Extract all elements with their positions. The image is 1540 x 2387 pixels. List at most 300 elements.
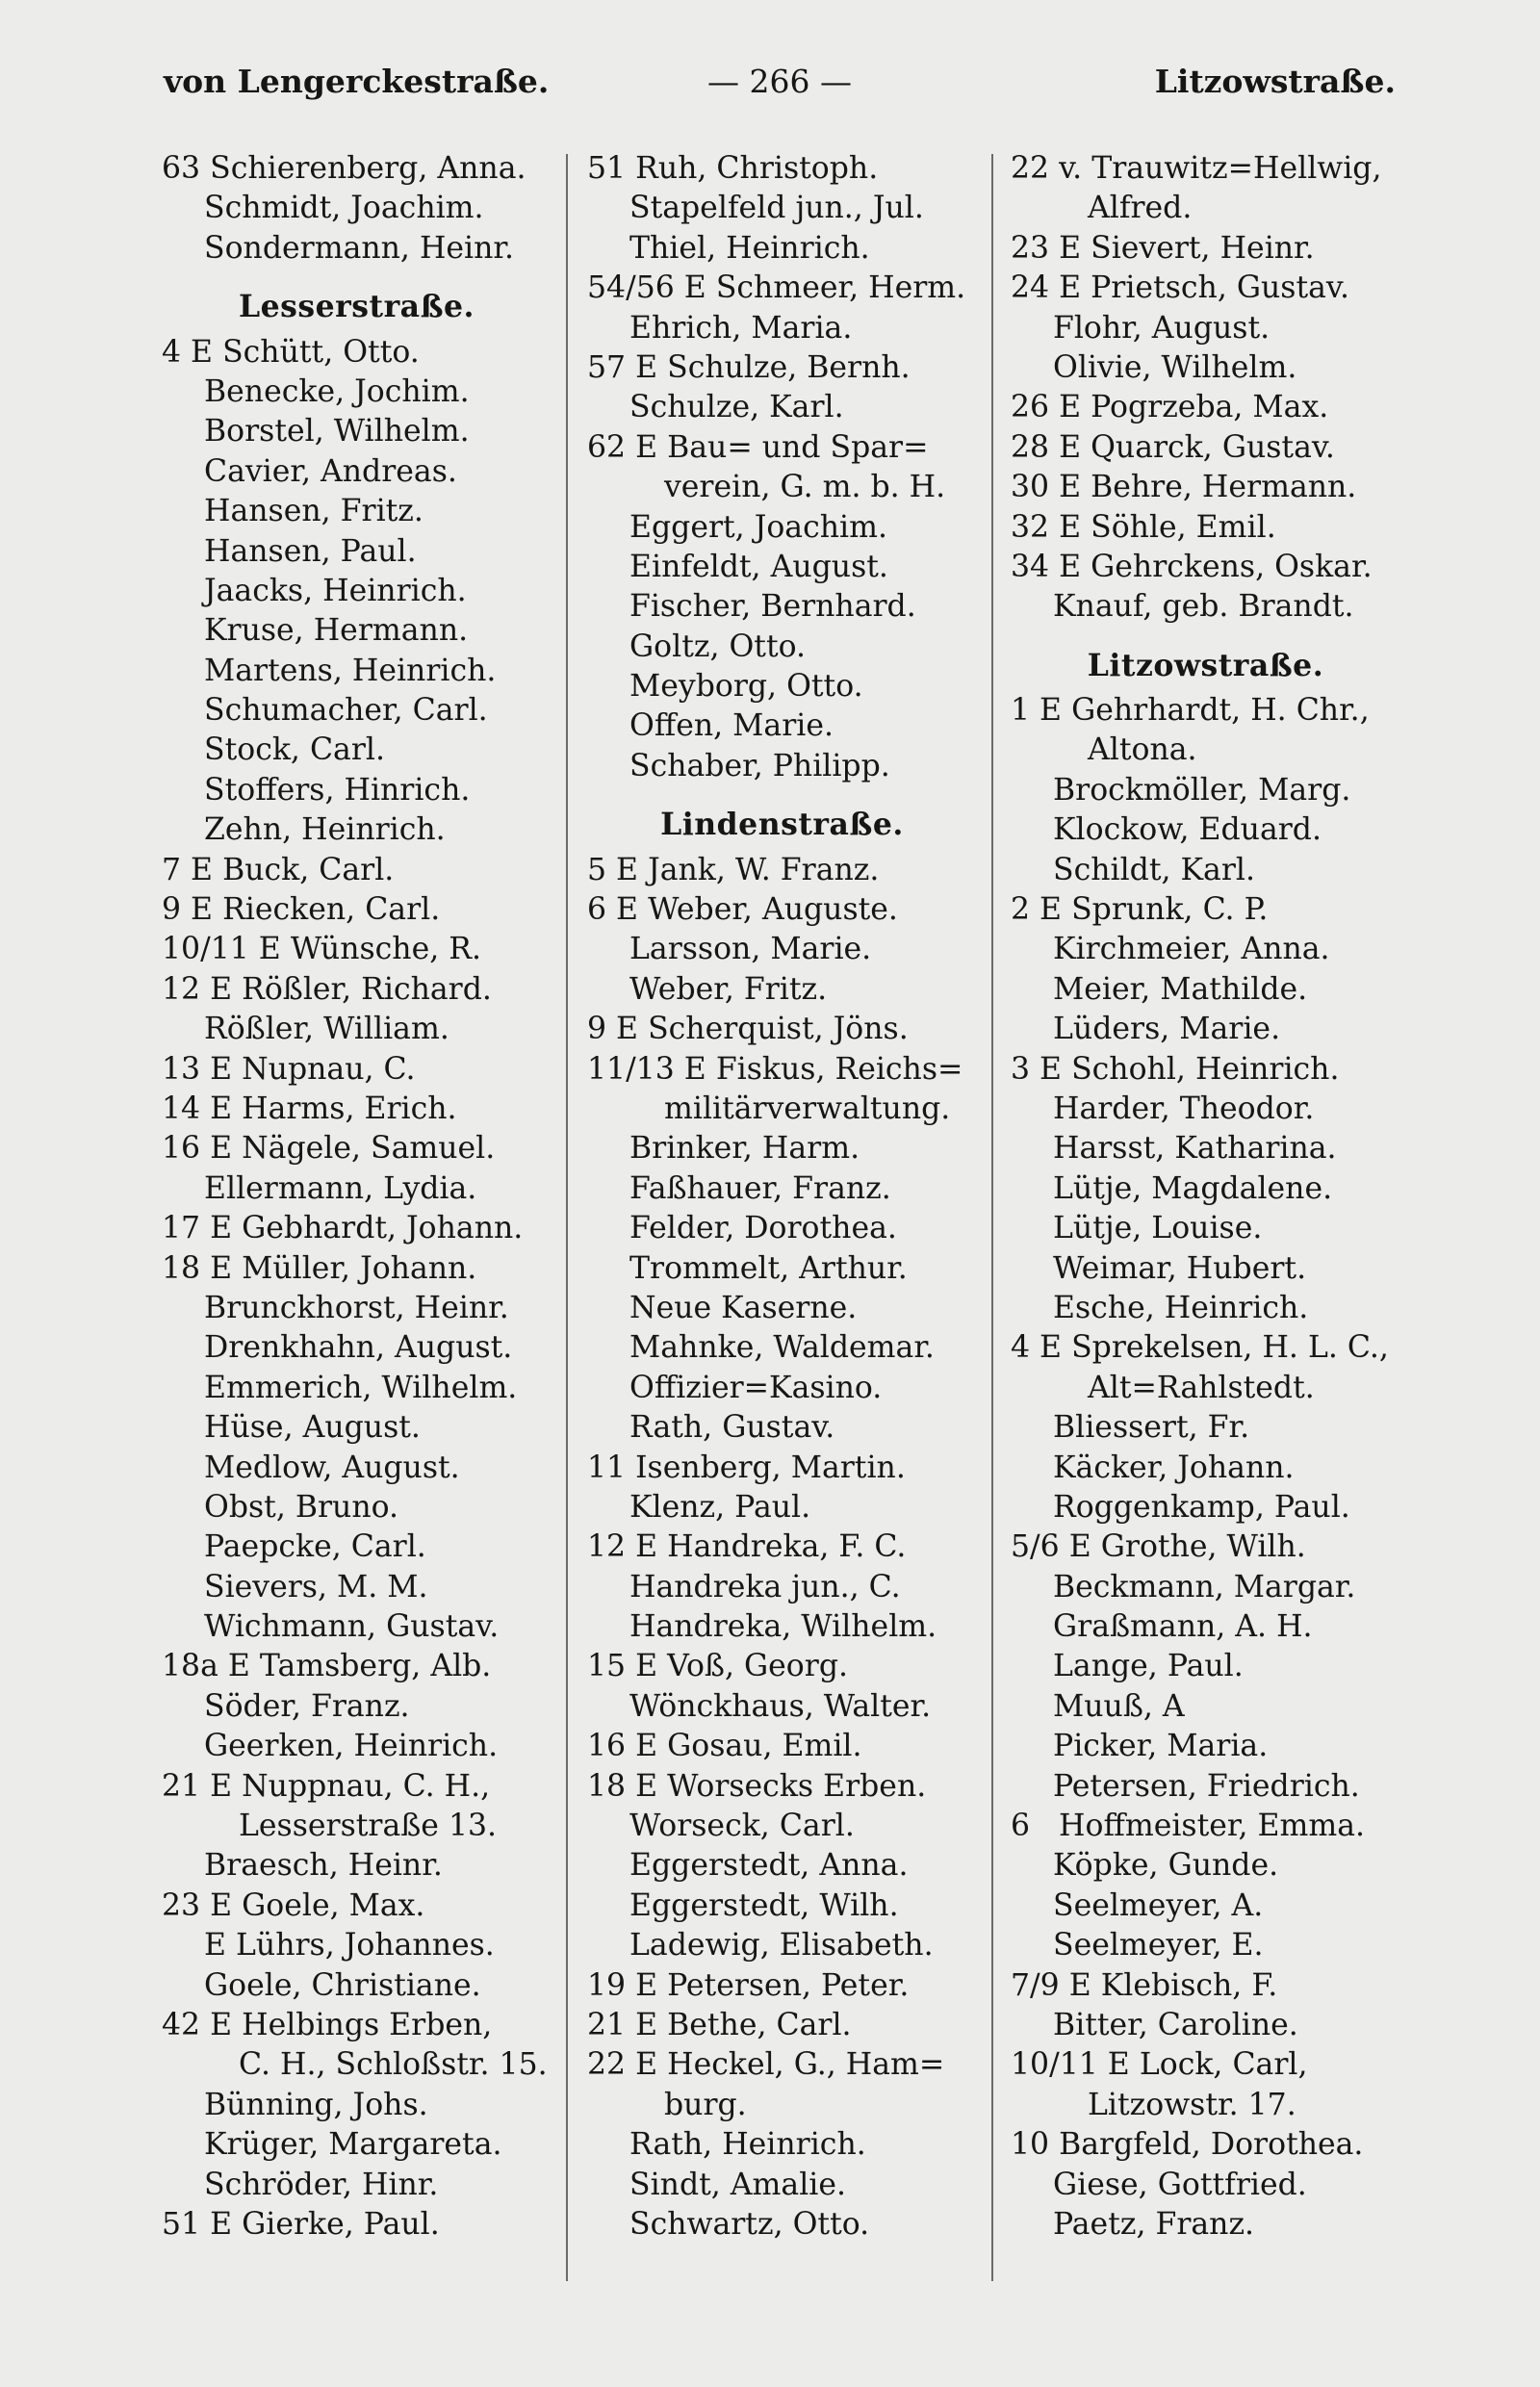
house-number: 10	[1011, 2127, 1050, 2163]
house-number: 4 E	[1011, 1330, 1063, 1366]
directory-entry	[1011, 1568, 1400, 1607]
house-number: 12 E	[587, 1529, 658, 1565]
resident-name: Riecken, Carl.	[222, 892, 441, 928]
directory-entry	[587, 1926, 977, 1965]
resident-name: Voß, Georg.	[667, 1649, 849, 1684]
resident-name: Tamsberg, Alb.	[259, 1649, 492, 1684]
directory-entry	[587, 468, 977, 507]
directory-entry	[587, 1209, 977, 1248]
resident-name: Lütje, Louise.	[1053, 1211, 1263, 1246]
directory-entry	[162, 2125, 552, 2165]
resident-name: Hüse, August.	[204, 1410, 421, 1446]
directory-entry	[162, 1249, 552, 1289]
resident-name: Eggerstedt, Anna.	[629, 1848, 909, 1884]
resident-name: Paetz, Franz.	[1053, 2206, 1255, 2242]
house-number: 10/11 E	[1011, 2047, 1130, 2083]
directory-entry	[587, 428, 977, 468]
house-number: 57 E	[587, 349, 658, 385]
resident-name: Bünning, Johs.	[204, 2087, 428, 2122]
directory-entry	[1011, 1527, 1400, 1567]
directory-entry	[162, 333, 552, 372]
directory-entry	[1011, 1408, 1400, 1448]
resident-name: Ladewig, Elisabeth.	[629, 1928, 934, 1964]
directory-entry	[1011, 1249, 1400, 1289]
resident-name: Brinker, Harm.	[629, 1131, 860, 1167]
resident-name: Weber, Fritz.	[629, 971, 828, 1007]
directory-entry	[1011, 1369, 1400, 1408]
directory-entry	[162, 1926, 552, 1965]
house-number: 12 E	[162, 971, 233, 1007]
house-number: 2 E	[1011, 892, 1063, 928]
directory-entry	[587, 309, 977, 348]
resident-name: Zehn, Heinrich.	[204, 812, 446, 848]
directory-entry	[1011, 1488, 1400, 1527]
directory-entry	[1011, 691, 1400, 731]
resident-name: Felder, Dorothea.	[629, 1211, 897, 1246]
directory-entry	[587, 1687, 977, 1727]
directory-entry	[1011, 851, 1400, 890]
resident-name: Flohr, August.	[1053, 310, 1270, 346]
resident-name: Lange, Paul.	[1053, 1649, 1244, 1684]
directory-entry	[162, 2086, 552, 2125]
resident-name: Harsst, Katharina.	[1053, 1131, 1337, 1167]
resident-name: Goltz, Otto.	[629, 629, 807, 664]
resident-name: Sievers, M. M.	[204, 1569, 428, 1604]
resident-name: Fischer, Bernhard.	[629, 589, 916, 625]
directory-entry	[1011, 1129, 1400, 1168]
directory-entry	[162, 1449, 552, 1488]
directory-entry	[162, 1568, 552, 1607]
resident-name: Söder, Franz.	[204, 1688, 410, 1724]
resident-name: Schumacher, Carl.	[204, 693, 488, 729]
resident-name: Braesch, Heinr.	[204, 1848, 443, 1884]
directory-entry	[587, 189, 977, 228]
resident-name: Picker, Maria.	[1053, 1729, 1269, 1764]
directory-entry	[1011, 1966, 1400, 2006]
resident-name: Cavier, Andreas.	[204, 453, 457, 489]
resident-name: Muuß, A	[1053, 1688, 1185, 1724]
resident-name: Bliessert, Fr.	[1053, 1410, 1250, 1446]
directory-entry	[162, 2045, 552, 2085]
resident-name: Alfred.	[1088, 191, 1193, 226]
directory-entry	[1011, 1926, 1400, 1965]
house-number: 30 E	[1011, 470, 1082, 505]
house-number: 17 E	[162, 1211, 233, 1246]
directory-entry	[587, 2205, 977, 2245]
directory-entry	[1011, 2006, 1400, 2045]
directory-entry	[162, 1209, 552, 1248]
directory-entry	[162, 372, 552, 412]
directory-entry	[587, 508, 977, 548]
resident-name: Harder, Theodor.	[1053, 1091, 1315, 1126]
resident-name: Brunckhorst, Heinr.	[204, 1290, 509, 1325]
resident-name: Hoffmeister, Emma.	[1059, 1809, 1366, 1844]
house-number: 21 E	[162, 1768, 233, 1804]
resident-name: Martens, Heinrich.	[204, 653, 497, 688]
resident-name: Lüders, Marie.	[1053, 1012, 1281, 1047]
house-number: 4 E	[162, 334, 214, 370]
house-number: 9 E	[162, 892, 214, 928]
resident-name: Schaber, Philipp.	[629, 748, 890, 783]
directory-entry	[1011, 970, 1400, 1010]
resident-name: Gosau, Emil.	[667, 1729, 862, 1764]
directory-entry	[162, 149, 552, 189]
directory-entry	[1011, 771, 1400, 810]
directory-entry	[1011, 1807, 1400, 1846]
resident-name: Stapelfeld jun., Jul.	[629, 191, 924, 226]
directory-entry	[1011, 428, 1400, 468]
resident-name: Eggerstedt, Wilh.	[629, 1887, 899, 1923]
directory-entry	[162, 2006, 552, 2045]
resident-name: Sondermann, Heinr.	[204, 230, 515, 266]
directory-entry	[162, 1328, 552, 1368]
house-number: 51	[587, 151, 627, 186]
directory-entry	[162, 930, 552, 969]
directory-column-3	[1011, 149, 1400, 2245]
house-number: 63	[162, 151, 201, 186]
directory-entry	[587, 851, 977, 890]
resident-name: Seelmeyer, E.	[1053, 1928, 1264, 1964]
resident-name: Schwartz, Otto.	[629, 2206, 870, 2242]
directory-entry	[587, 667, 977, 706]
directory-entry	[587, 1966, 977, 2006]
directory-entry	[162, 1767, 552, 1807]
directory-entry	[162, 1607, 552, 1647]
resident-name: Esche, Heinrich.	[1053, 1290, 1309, 1325]
resident-name: Petersen, Friedrich.	[1053, 1768, 1360, 1804]
resident-name: Käcker, Johann.	[1053, 1450, 1295, 1485]
directory-entry	[162, 970, 552, 1010]
resident-name: Offizier=Kasino.	[629, 1370, 883, 1405]
directory-entry	[587, 2045, 977, 2085]
resident-name: Benecke, Jochim.	[204, 373, 470, 409]
resident-name: Alt=Rahlstedt.	[1088, 1370, 1315, 1405]
resident-name: Bitter, Caroline.	[1053, 2007, 1298, 2042]
directory-entry	[1011, 1209, 1400, 1248]
resident-name: Scherquist, Jöns.	[648, 1012, 909, 1047]
directory-entry	[162, 691, 552, 731]
directory-entry	[587, 2086, 977, 2125]
directory-entry	[162, 229, 552, 269]
resident-name: C. H., Schloßstr. 15.	[239, 2047, 548, 2083]
directory-entry	[587, 1010, 977, 1049]
directory-entry	[587, 1369, 977, 1408]
directory-entry	[1011, 2125, 1400, 2165]
directory-entry	[587, 2006, 977, 2045]
resident-name: Müller, Johann.	[242, 1250, 477, 1286]
resident-name: Eggert, Joachim.	[629, 509, 887, 545]
resident-name: Schmeer, Herm.	[715, 270, 966, 306]
directory-entry	[162, 1886, 552, 1926]
directory-entry	[1011, 930, 1400, 969]
directory-entry	[587, 1328, 977, 1368]
resident-name: Goele, Christiane.	[204, 1967, 481, 2003]
resident-name: Paepcke, Carl.	[204, 1529, 426, 1565]
directory-entry	[162, 1647, 552, 1686]
resident-name: Medlow, August.	[204, 1450, 460, 1485]
house-number: 62 E	[587, 429, 658, 465]
directory-entry	[587, 1807, 977, 1846]
resident-name: Graßmann, A. H.	[1053, 1609, 1313, 1645]
directory-entry	[587, 1449, 977, 1488]
resident-name: Schierenberg, Anna.	[210, 151, 526, 186]
directory-entry	[1011, 1328, 1400, 1368]
directory-entry	[1011, 1647, 1400, 1686]
resident-name: Worsecks Erben.	[667, 1768, 927, 1804]
directory-entry	[587, 706, 977, 746]
resident-name: Klockow, Eduard.	[1053, 812, 1322, 848]
house-number: 18 E	[162, 1250, 233, 1286]
resident-name: Bargfeld, Dorothea.	[1059, 2127, 1364, 2163]
directory-entry	[1011, 1050, 1400, 1090]
resident-name: Litzowstr. 17.	[1088, 2087, 1296, 2122]
directory-entry	[162, 1129, 552, 1168]
directory-entry	[162, 1010, 552, 1049]
resident-name: Schulze, Karl.	[629, 390, 844, 425]
resident-name: Nuppnau, C. H.,	[242, 1768, 491, 1804]
directory-entry	[587, 1050, 977, 1090]
resident-name: Isenberg, Martin.	[635, 1450, 906, 1485]
resident-name: Schulze, Bernh.	[667, 349, 911, 385]
house-number: 16 E	[162, 1131, 233, 1167]
resident-name: Gehrhardt, H. Chr.,	[1071, 693, 1370, 729]
directory-entry	[1011, 2166, 1400, 2205]
directory-entry	[1011, 388, 1400, 427]
house-number: 5 E	[587, 852, 639, 887]
resident-name: Sprunk, C. P.	[1071, 892, 1269, 928]
resident-name: Nägele, Samuel.	[242, 1131, 496, 1167]
directory-entry	[1011, 731, 1400, 770]
house-number: 13 E	[162, 1051, 233, 1087]
directory-entry	[162, 1527, 552, 1567]
directory-entry	[1011, 1607, 1400, 1647]
resident-name: Beckmann, Margar.	[1053, 1569, 1356, 1604]
resident-name: Köpke, Gunde.	[1053, 1848, 1279, 1884]
resident-name: Buck, Carl.	[222, 852, 395, 887]
resident-name: Wönckhaus, Walter.	[629, 1688, 932, 1724]
house-number: 16 E	[587, 1729, 658, 1764]
directory-entry	[587, 548, 977, 587]
resident-name: Lesserstraße 13.	[239, 1809, 498, 1844]
directory-entry	[162, 1050, 552, 1090]
directory-entry	[1011, 2086, 1400, 2125]
resident-name: Schmidt, Joachim.	[204, 191, 484, 226]
directory-entry	[587, 1289, 977, 1328]
resident-name: Schröder, Hinr.	[204, 2167, 439, 2202]
house-number: 42 E	[162, 2007, 233, 2042]
directory-entry	[1011, 1289, 1400, 1328]
directory-entry	[587, 1527, 977, 1567]
house-number: 7/9 E	[1011, 1967, 1091, 2003]
directory-entry	[162, 412, 552, 451]
street-heading: Lindenstraße.	[660, 807, 904, 843]
resident-name: Handreka, Wilhelm.	[629, 1609, 937, 1645]
resident-name: Kruse, Hermann.	[204, 613, 469, 649]
resident-name: Lütje, Magdalene.	[1053, 1170, 1333, 1206]
house-number: 26 E	[1011, 390, 1082, 425]
resident-name: Grothe, Wilh.	[1100, 1529, 1306, 1565]
resident-name: Fiskus, Reichs=	[715, 1051, 963, 1087]
resident-name: Schohl, Heinrich.	[1071, 1051, 1340, 1087]
directory-entry	[1011, 189, 1400, 228]
directory-entry	[162, 810, 552, 850]
resident-name: Offen, Marie.	[629, 708, 834, 744]
resident-name: Klebisch, F.	[1100, 1967, 1278, 2003]
directory-entry	[1011, 309, 1400, 348]
house-number: 18a E	[162, 1649, 250, 1684]
directory-entry	[587, 348, 977, 388]
resident-name: Bau= und Spar=	[667, 429, 929, 465]
directory-entry	[1011, 348, 1400, 388]
directory-entry	[587, 269, 977, 308]
directory-entry	[1011, 587, 1400, 627]
directory-entry	[162, 1369, 552, 1408]
directory-entry	[587, 1169, 977, 1209]
resident-name: Jank, W. Franz.	[648, 852, 880, 887]
resident-name: Faßhauer, Franz.	[629, 1170, 891, 1206]
directory-entry	[1011, 1449, 1400, 1488]
resident-name: Rößler, William.	[204, 1012, 449, 1047]
header-right-street: Litzowstraße.	[1154, 63, 1396, 100]
directory-entry	[587, 1767, 977, 1807]
directory-entry	[162, 1488, 552, 1527]
house-number: 54/56 E	[587, 270, 706, 306]
directory-entry	[587, 1408, 977, 1448]
directory-entry	[587, 2166, 977, 2205]
directory-entry	[1011, 1846, 1400, 1886]
directory-entry	[587, 1090, 977, 1129]
directory-entry	[587, 1568, 977, 1607]
resident-name: Goele, Max.	[242, 1887, 425, 1923]
directory-entry	[162, 890, 552, 930]
directory-entry	[587, 388, 977, 427]
directory-entry	[162, 731, 552, 770]
directory-entry	[1011, 1010, 1400, 1049]
page-header	[164, 53, 1396, 111]
resident-name: Worseck, Carl.	[629, 1809, 855, 1844]
directory-entry	[162, 1727, 552, 1766]
street-heading: Litzowstraße.	[1087, 647, 1324, 683]
resident-name: Lock, Carl,	[1139, 2047, 1308, 2083]
directory-entry	[587, 890, 977, 930]
house-number: 6	[1011, 1809, 1031, 1844]
directory-entry	[1011, 1886, 1400, 1926]
directory-entry	[587, 587, 977, 627]
directory-entry	[162, 1408, 552, 1448]
directory-entry	[162, 532, 552, 572]
resident-name: Schütt, Otto.	[222, 334, 420, 370]
directory-entry	[587, 930, 977, 969]
directory-entry	[162, 2166, 552, 2205]
directory-entry	[587, 2125, 977, 2165]
directory-entry	[1011, 890, 1400, 930]
resident-name: Rath, Gustav.	[629, 1410, 835, 1446]
directory-entry	[1011, 1727, 1400, 1766]
resident-name: Rath, Heinrich.	[629, 2127, 866, 2163]
resident-name: militärverwaltung.	[664, 1091, 951, 1126]
resident-name: Petersen, Peter.	[667, 1967, 910, 2003]
house-number: 9 E	[587, 1012, 639, 1047]
resident-name: Sievert, Heinr.	[1091, 230, 1315, 266]
column-divider	[566, 154, 568, 2281]
directory-entry	[587, 229, 977, 269]
directory-entry	[162, 189, 552, 228]
resident-name: Trommelt, Arthur.	[629, 1250, 908, 1286]
resident-name: verein, G. m. b. H.	[664, 470, 946, 505]
directory-entry	[1011, 1767, 1400, 1807]
directory-entry	[1011, 2205, 1400, 2245]
page-number: — 266 —	[707, 63, 852, 100]
house-number: 22	[1011, 151, 1050, 186]
house-number: 28 E	[1011, 429, 1082, 465]
house-number: 18 E	[587, 1768, 658, 1804]
directory-entry	[1011, 468, 1400, 507]
directory-entry	[162, 611, 552, 651]
street-heading: Lesserstraße.	[238, 289, 475, 325]
resident-name: Bethe, Carl.	[667, 2007, 852, 2042]
directory-column-1	[162, 149, 552, 2245]
resident-name: Quarck, Gustav.	[1091, 429, 1335, 465]
resident-name: Giese, Gottfried.	[1053, 2167, 1307, 2202]
directory-entry	[162, 1966, 552, 2006]
resident-name: Meier, Mathilde.	[1053, 971, 1308, 1007]
resident-name: Einfeldt, August.	[629, 549, 888, 584]
house-number: 24 E	[1011, 270, 1082, 306]
resident-name: Handreka jun., C.	[629, 1569, 901, 1604]
resident-name: Behre, Hermann.	[1091, 470, 1357, 505]
resident-name: Roggenkamp, Paul.	[1053, 1489, 1350, 1525]
directory-entry	[1011, 810, 1400, 850]
resident-name: Jaacks, Heinrich.	[204, 573, 467, 608]
directory-entry	[587, 1727, 977, 1766]
directory-entry	[587, 1846, 977, 1886]
resident-name: Neue Kaserne.	[629, 1290, 858, 1325]
directory-entry	[162, 492, 552, 531]
directory-entry	[162, 1846, 552, 1886]
resident-name: Seelmeyer, A.	[1053, 1887, 1264, 1923]
house-number: 7 E	[162, 852, 214, 887]
directory-entry	[587, 970, 977, 1010]
resident-name: Wichmann, Gustav.	[204, 1609, 500, 1645]
resident-name: Gierke, Paul.	[242, 2206, 440, 2242]
resident-name: Thiel, Heinrich.	[629, 230, 870, 266]
resident-name: Borstel, Wilhelm.	[204, 414, 470, 449]
resident-name: Hansen, Fritz.	[204, 494, 424, 529]
directory-entry	[587, 1647, 977, 1686]
resident-name: Weber, Auguste.	[648, 892, 898, 928]
house-number: 22 E	[587, 2047, 658, 2083]
directory-entry	[162, 851, 552, 890]
directory-entry	[162, 652, 552, 691]
directory-entry	[587, 149, 977, 189]
directory-entry	[587, 1129, 977, 1168]
house-number: 21 E	[587, 2007, 658, 2042]
resident-name: Obst, Bruno.	[204, 1489, 399, 1525]
column-divider	[991, 154, 993, 2281]
directory-entry	[1011, 1687, 1400, 1727]
directory-entry	[1011, 548, 1400, 587]
resident-name: Helbings Erben,	[242, 2007, 493, 2042]
directory-entry	[1011, 2045, 1400, 2085]
resident-name: Altona.	[1088, 732, 1197, 768]
resident-name: Prietsch, Gustav.	[1091, 270, 1349, 306]
resident-name: v. Trauwitz=Hellwig,	[1059, 151, 1382, 186]
resident-name: Gebhardt, Johann.	[242, 1211, 524, 1246]
directory-entry	[587, 628, 977, 667]
directory-entry	[162, 452, 552, 492]
house-number: 6 E	[587, 892, 639, 928]
resident-name: Emmerich, Wilhelm.	[204, 1370, 518, 1405]
